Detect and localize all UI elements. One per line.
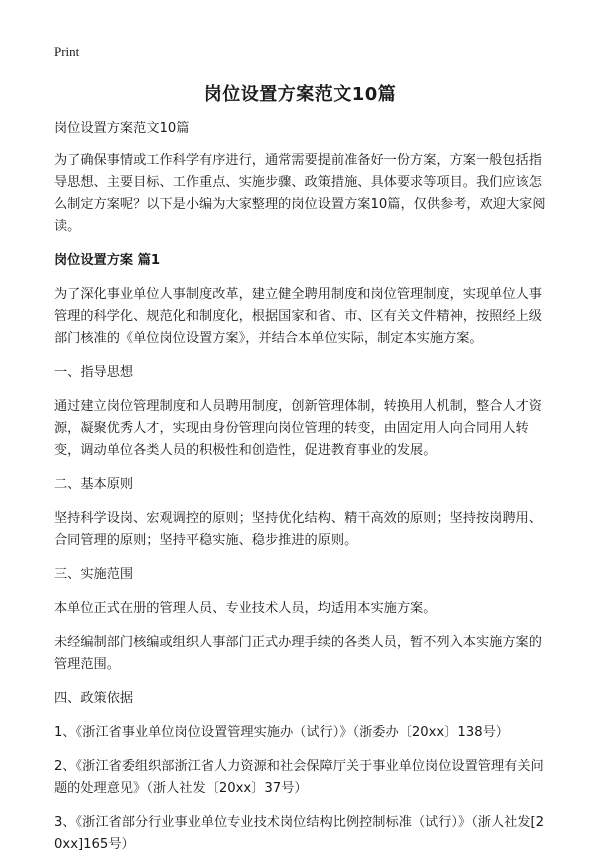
intro-paragraph: 为了确保事情或工作科学有序进行，通常需要提前准备好一份方案，方案一般包括指导思想、主要目标、工作重点、实施步骤、政策措施、具体要求等项目。我们应该怎么制定方案呢？以下是小编为大家整理的岗位设置方案10篇，仅供参考，欢迎大家阅读。 [54, 153, 546, 234]
print-link[interactable]: Print [54, 44, 80, 59]
scope-paragraph-1: 本单位正式在册的管理人员、专业技术人员，均适用本实施方案。 [54, 601, 437, 616]
heading-guiding-ideology: 一、指导思想 [54, 365, 134, 380]
document-subtitle: 岗位设置方案范文10篇 [54, 121, 190, 136]
section-intro-paragraph: 为了深化事业单位人事制度改革，建立健全聘用制度和岗位管理制度，实现单位人事管理的科学化、规范化和制度化，根据国家和省、市、区有关文件精神，按照经上级部门核准的《单位岗位设置方案》，并结合本单位实际，制定本实施方案。 [54, 287, 542, 346]
heading-basic-principles: 二、基本原则 [54, 477, 134, 492]
reference-2: 2、《浙江省委组织部浙江省人力资源和社会保障厅关于事业单位岗位设置管理有关问题的处理意见》（浙人社发〔20xx〕37号） [54, 759, 544, 796]
reference-1: 1、《浙江省事业单位岗位设置管理实施办（试行）》（浙委办〔20xx〕138号） [54, 725, 509, 740]
basic-principles-paragraph: 坚持科学设岗、宏观调控的原则；坚持优化结构、精干高效的原则；坚持按岗聘用、合同管理的原则；坚持平稳实施、稳步推进的原则。 [54, 511, 542, 548]
guiding-ideology-paragraph: 通过建立岗位管理制度和人员聘用制度，创新管理体制，转换用人机制，整合人才资源，凝聚优秀人才，实现由身份管理向岗位管理的转变，由固定用人向合同用人转变，调动单位各类人员的积极性和创造性，促进教育事业的发展。 [54, 399, 542, 458]
section-title: 岗位设置方案 篇1 [54, 253, 161, 268]
document-body [54, 118, 550, 868]
heading-scope: 三、实施范围 [54, 567, 134, 582]
heading-policy-basis: 四、政策依据 [54, 691, 134, 706]
document-title: 岗位设置方案范文10篇 [203, 84, 397, 105]
reference-3: 3、《浙江省部分行业事业单位专业技术岗位结构比例控制标准（试行）》（浙人社发[20xx]165号） [54, 815, 545, 852]
scope-paragraph-2: 未经编制部门核编或组织人事部门正式办理手续的各类人员，暂不列入本实施方案的管理范围。 [54, 635, 542, 672]
